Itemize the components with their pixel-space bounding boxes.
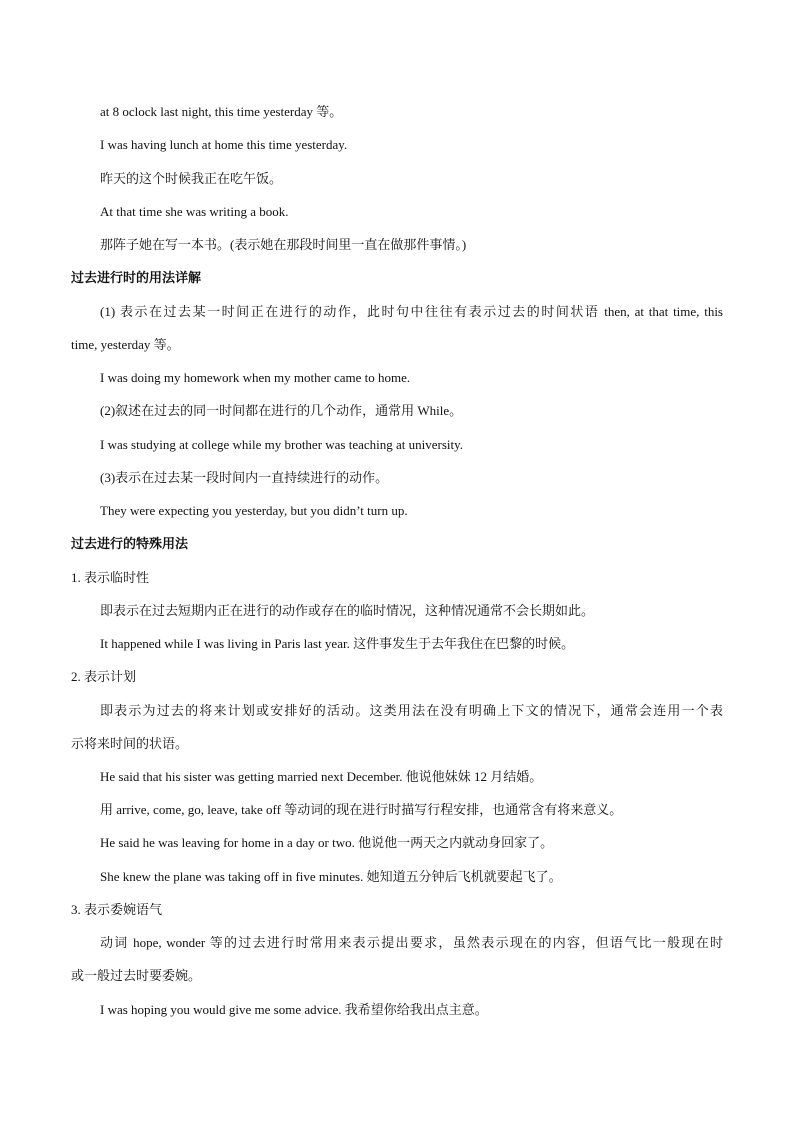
example-sentence: She knew the plane was taking off in five minutes. 她知道五分钟后飞机就要起飞了。 [100,869,562,884]
subsection-title: 1. 表示临时性 [71,570,150,585]
text-line: 动词 hope, wonder 等的过去进行时常用来表示提出要求，虽然表示现在的内容，但语气比一般现在时 [100,935,723,950]
text-line: 或一般过去时要委婉。 [71,968,202,983]
text-line: at 8 oclock last night, this time yesterday 等。 [100,104,343,119]
example-sentence: He said that his sister was getting married next December. 他说他妹妹 12 月结婚。 [100,769,543,784]
text-line: (1) 表示在过去某一时间正在进行的动作，此时句中往往有表示过去的时间状语 then, at that time, this [100,304,723,319]
text-line: (3)表示在过去某一段时间内一直持续进行的动作。 [100,470,389,485]
text-line: 即表示为过去的将来计划或安排好的活动。这类用法在没有明确上下文的情况下，通常会连用一个表 [100,703,723,718]
text-line: 即表示在过去短期内正在进行的动作或存在的临时情况，这种情况通常不会长期如此。 [100,603,595,618]
example-sentence: I was studying at college while my brother was teaching at university. [100,437,464,452]
text-line: 用 arrive, come, go, leave, take off 等动词的现在进行时描写行程安排，也通常含有将来意义。 [100,802,623,817]
example-sentence: At that time she was writing a book. [100,204,289,219]
translation-line: 那阵子她在写一本书。(表示她在那段时间里一直在做那件事情。) [100,237,467,252]
text-line: (2)叙述在过去的同一时间都在进行的几个动作，通常用 While。 [100,403,463,418]
subsection-title: 3. 表示委婉语气 [71,902,163,917]
translation-line: 昨天的这个时候我正在吃午饭。 [100,171,283,186]
section-heading: 过去进行的特殊用法 [71,537,189,552]
section-heading: 过去进行时的用法详解 [71,271,202,286]
text-line: 示将来时间的状语。 [71,736,189,751]
example-sentence: I was doing my homework when my mother came to home. [100,370,411,385]
example-sentence: He said he was leaving for home in a day or two. 他说他一两天之内就动身回家了。 [100,835,554,850]
example-sentence: It happened while I was living in Paris last year. 这件事发生于去年我住在巴黎的时候。 [100,636,575,651]
subsection-title: 2. 表示计划 [71,669,137,684]
text-line: time, yesterday 等。 [71,337,180,352]
example-sentence: They were expecting you yesterday, but you didn’t turn up. [100,503,408,518]
example-sentence: I was hoping you would give me some advice. 我希望你给我出点主意。 [100,1002,488,1017]
example-sentence: I was having lunch at home this time yesterday. [100,137,348,152]
